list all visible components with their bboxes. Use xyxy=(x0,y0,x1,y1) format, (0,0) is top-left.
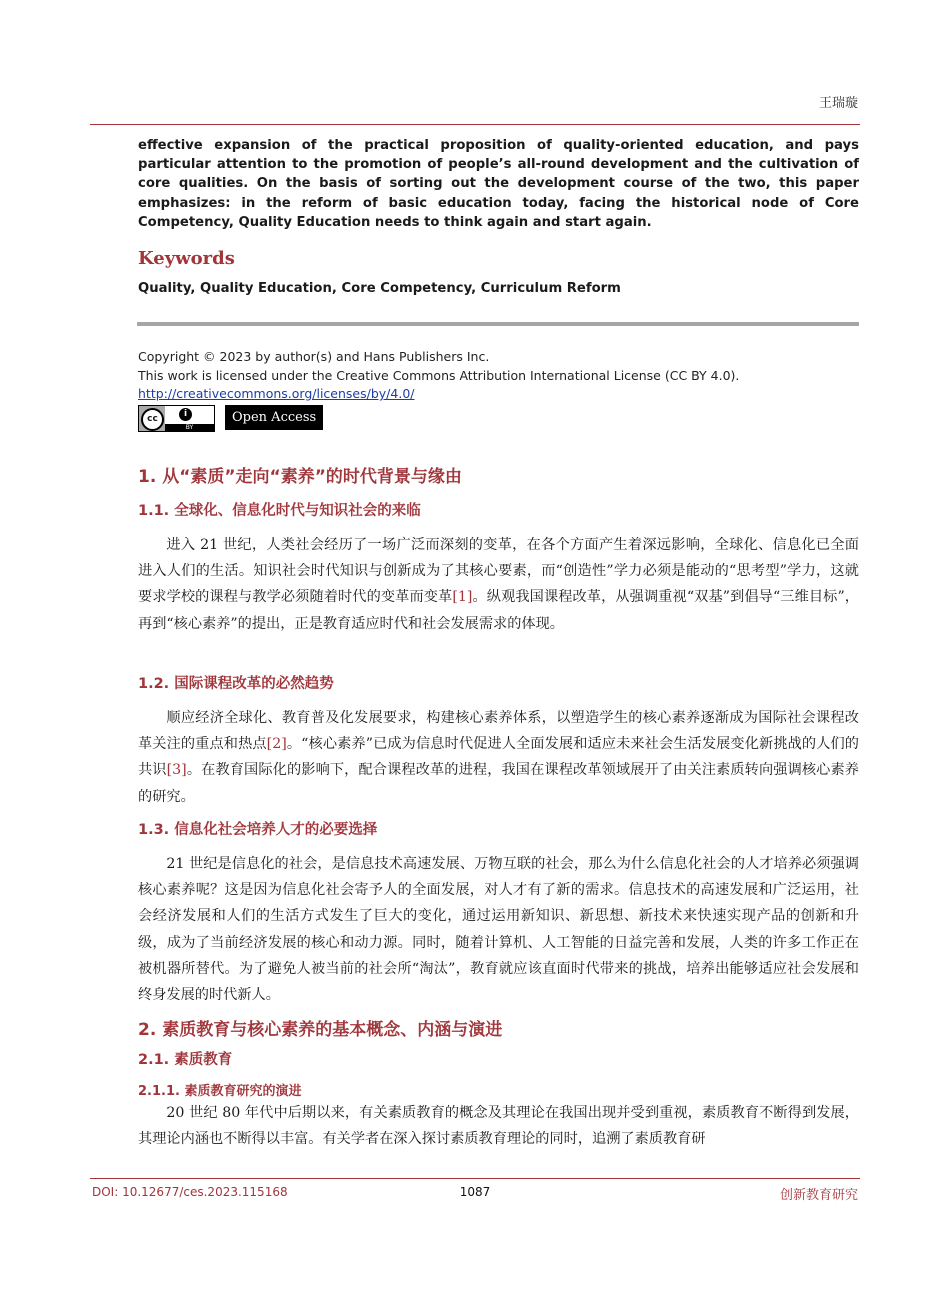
header-divider xyxy=(90,124,860,125)
section-divider xyxy=(137,322,859,326)
person-icon: i xyxy=(179,408,192,421)
footer-doi: DOI: 10.12677/ces.2023.115168 xyxy=(92,1185,288,1199)
running-header-author: 王瑞璇 xyxy=(818,96,858,111)
paragraph-1-2: 顺应经济全球化、教育普及化发展要求，构建核心素养体系，以塑造学生的核心素养逐渐成为国际社会课程改革关注的重点和热点[2]。“核心素养”已成为信息时代促进人全面发展和适应未来社会生活发展变化新挑战的人们的共识[3]。在教育国际化的影响下，配合课程改革的进程，我国在课程改革领域展开了由关注素质转向强调核心素养的研究。 xyxy=(138,710,859,805)
license-link[interactable]: http://creativecommons.org/licenses/by/4.0/ xyxy=(138,386,415,401)
license-line: This work is licensed under the Creative Commons Attribution International License (CC BY 4.0). xyxy=(138,367,740,383)
license-badges xyxy=(138,405,323,432)
cc-by-badge[interactable] xyxy=(138,405,215,432)
section-heading-1: 1. 从“素质”走向“素养”的时代背景与缘由 xyxy=(138,467,462,487)
keywords-heading: Keywords xyxy=(138,248,235,269)
keywords-list: Quality, Quality Education, Core Competency, Curriculum Reform xyxy=(138,281,621,296)
subsection-heading-1-2: 1.2. 国际课程改革的必然趋势 xyxy=(138,676,334,692)
section-heading-2: 2. 素质教育与核心素养的基本概念、内涵与演进 xyxy=(138,1020,503,1040)
page-number: 1087 xyxy=(459,1185,491,1199)
paragraph-1-3: 21 世纪是信息化的社会，是信息技术高速发展、万物互联的社会，那么为什么信息化社会的人才培养必须强调核心素养呢？这是因为信息化社会寄予人的全面发展，对人才有了新的需求。信息技术的高速发展和广泛运用，社会经济发展和人们的生活方式发生了巨大的变化，通过运用新知识、新思想、新技术来快速实现产品的创新和升级，成为了当前经济发展的核心和动力源。同时，随着计算机、人工智能的日益完善和发展，人类的许多工作正在被机器所替代。为了避免人被当前的社会所“淘汰”，教育就应该直面时代带来的挑战，培养出能够适应社会发展和终身发展的时代新人。 xyxy=(138,856,859,1004)
footer-divider xyxy=(90,1178,860,1179)
citation-link[interactable]: [1] xyxy=(452,589,473,606)
copyright-line: Copyright © 2023 by author(s) and Hans Publishers Inc. xyxy=(138,349,490,364)
open-access-badge: Open Access xyxy=(225,405,323,430)
citation-link[interactable]: [2] xyxy=(266,736,287,753)
subsection-heading-1-3: 1.3. 信息化社会培养人才的必要选择 xyxy=(138,822,378,838)
by-label: BY xyxy=(165,424,214,431)
copyright-block xyxy=(138,348,739,404)
paragraph-2-1-1: 20 世纪 80 年代中后期以来，有关素质教育的概念及其理论在我国出现并受到重视，素质教育不断得到发展，其理论内涵也不断得以丰富。有关学者在深入探讨素质教育理论的同时，追溯了素质教育研 xyxy=(138,1105,859,1148)
subsection-heading-2-1: 2.1. 素质教育 xyxy=(138,1052,233,1068)
paragraph-1-1: 进入 21 世纪，人类社会经历了一场广泛而深刻的变革，在各个方面产生着深远影响，全球化、信息化已全面进入人们的生活。知识社会时代知识与创新成为了其核心要素，而“创造性”学力必须是能动的“思考型”学力，这就要求学校的课程与教学必须随着时代的变革而变革[1]。纵观我国课程改革，从强调重视“双基”到倡导“三维目标”，再到“核心素养”的提出，正是教育适应时代和社会发展需求的体现。 xyxy=(138,537,859,632)
subsection-heading-1-1: 1.1. 全球化、信息化时代与知识社会的来临 xyxy=(138,503,421,519)
abstract-text: effective expansion of the practical proposition of quality-oriented education, and pays particular attention to the promotion of people’s all-round development and the cultivation of core qualities. On the basis of sorting out the development course of the two, this paper emphasizes: in the reform of basic education today, facing the historical node of Core Competency, Quality Education needs to think again and start again. xyxy=(138,138,859,230)
journal-name: 创新教育研究 xyxy=(779,1188,858,1203)
citation-link[interactable]: [3] xyxy=(166,762,187,779)
cc-icon: cc xyxy=(141,408,164,431)
subsubsection-heading-2-1-1: 2.1.1. 素质教育研究的演进 xyxy=(138,1084,302,1099)
